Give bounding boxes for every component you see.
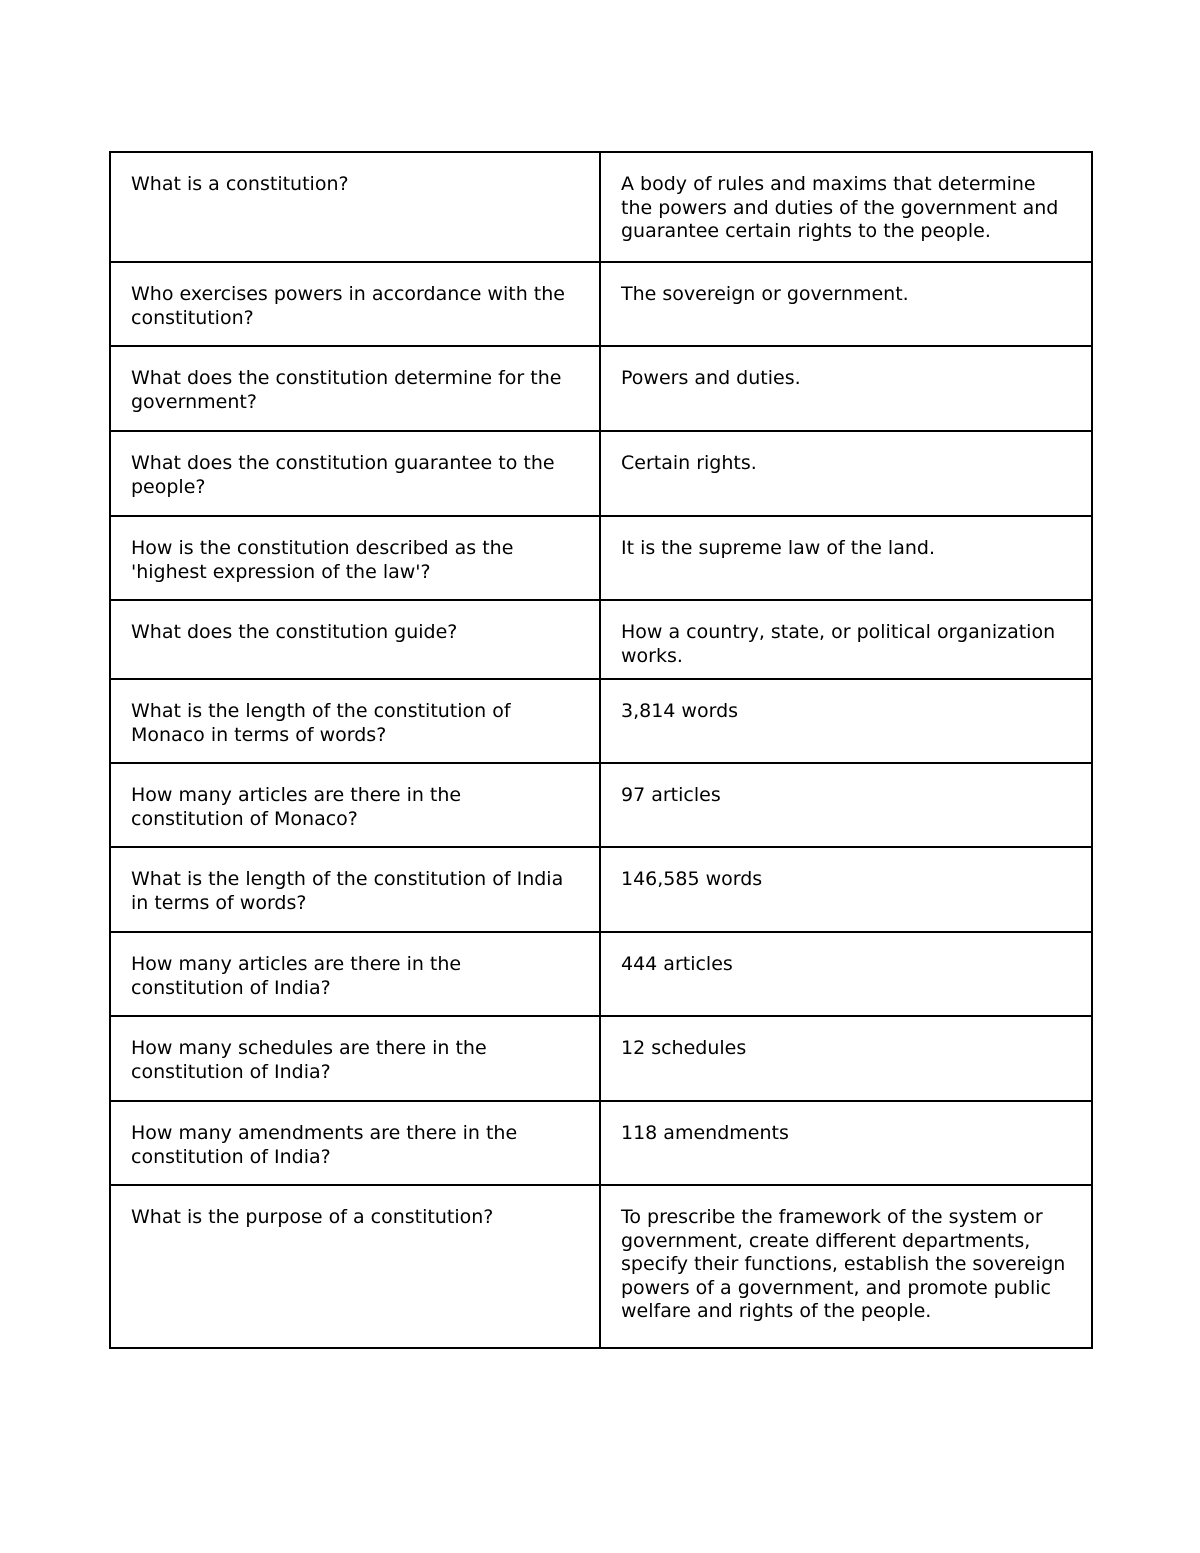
question-cell: Who exercises powers in accordance with the constitution? [110,262,600,346]
table-row [110,516,1092,600]
table-row [110,600,1092,679]
answer-cell: Powers and duties. [600,346,1092,431]
table-row [110,1185,1092,1348]
question-cell: What is the length of the constitution of Monaco in terms of words? [110,679,600,763]
table-row [110,763,1092,847]
table-row [110,346,1092,431]
answer-cell: 444 articles [600,932,1092,1016]
flashcard-table [109,151,1093,1349]
question-cell: What is the length of the constitution of India in terms of words? [110,847,600,932]
table-row [110,1101,1092,1185]
question-cell: What is a constitution? [110,152,600,262]
question-cell: How is the constitution described as the 'highest expression of the law'? [110,516,600,600]
answer-cell: 118 amendments [600,1101,1092,1185]
flashcard-table-body [110,152,1092,1348]
answer-cell: A body of rules and maxims that determine the powers and duties of the government and guarantee certain rights to the people. [600,152,1092,262]
question-cell: What does the constitution guarantee to the people? [110,431,600,516]
table-row [110,431,1092,516]
question-cell: How many articles are there in the constitution of India? [110,932,600,1016]
question-cell: How many schedules are there in the constitution of India? [110,1016,600,1101]
answer-cell: 97 articles [600,763,1092,847]
table-row [110,847,1092,932]
table-row [110,262,1092,346]
answer-cell: To prescribe the framework of the system or government, create different departments, specify their functions, establish the sovereign powers of a government, and promote public welfare and rights of the people. [600,1185,1092,1348]
table-row [110,932,1092,1016]
table-row [110,152,1092,262]
question-cell: What is the purpose of a constitution? [110,1185,600,1348]
answer-cell: Certain rights. [600,431,1092,516]
answer-cell: How a country, state, or political organization works. [600,600,1092,679]
question-cell: What does the constitution guide? [110,600,600,679]
question-cell: How many articles are there in the constitution of Monaco? [110,763,600,847]
table-row [110,1016,1092,1101]
question-cell: What does the constitution determine for the government? [110,346,600,431]
answer-cell: It is the supreme law of the land. [600,516,1092,600]
table-row [110,679,1092,763]
answer-cell: 146,585 words [600,847,1092,932]
answer-cell: 12 schedules [600,1016,1092,1101]
question-cell: How many amendments are there in the constitution of India? [110,1101,600,1185]
answer-cell: 3,814 words [600,679,1092,763]
answer-cell: The sovereign or government. [600,262,1092,346]
